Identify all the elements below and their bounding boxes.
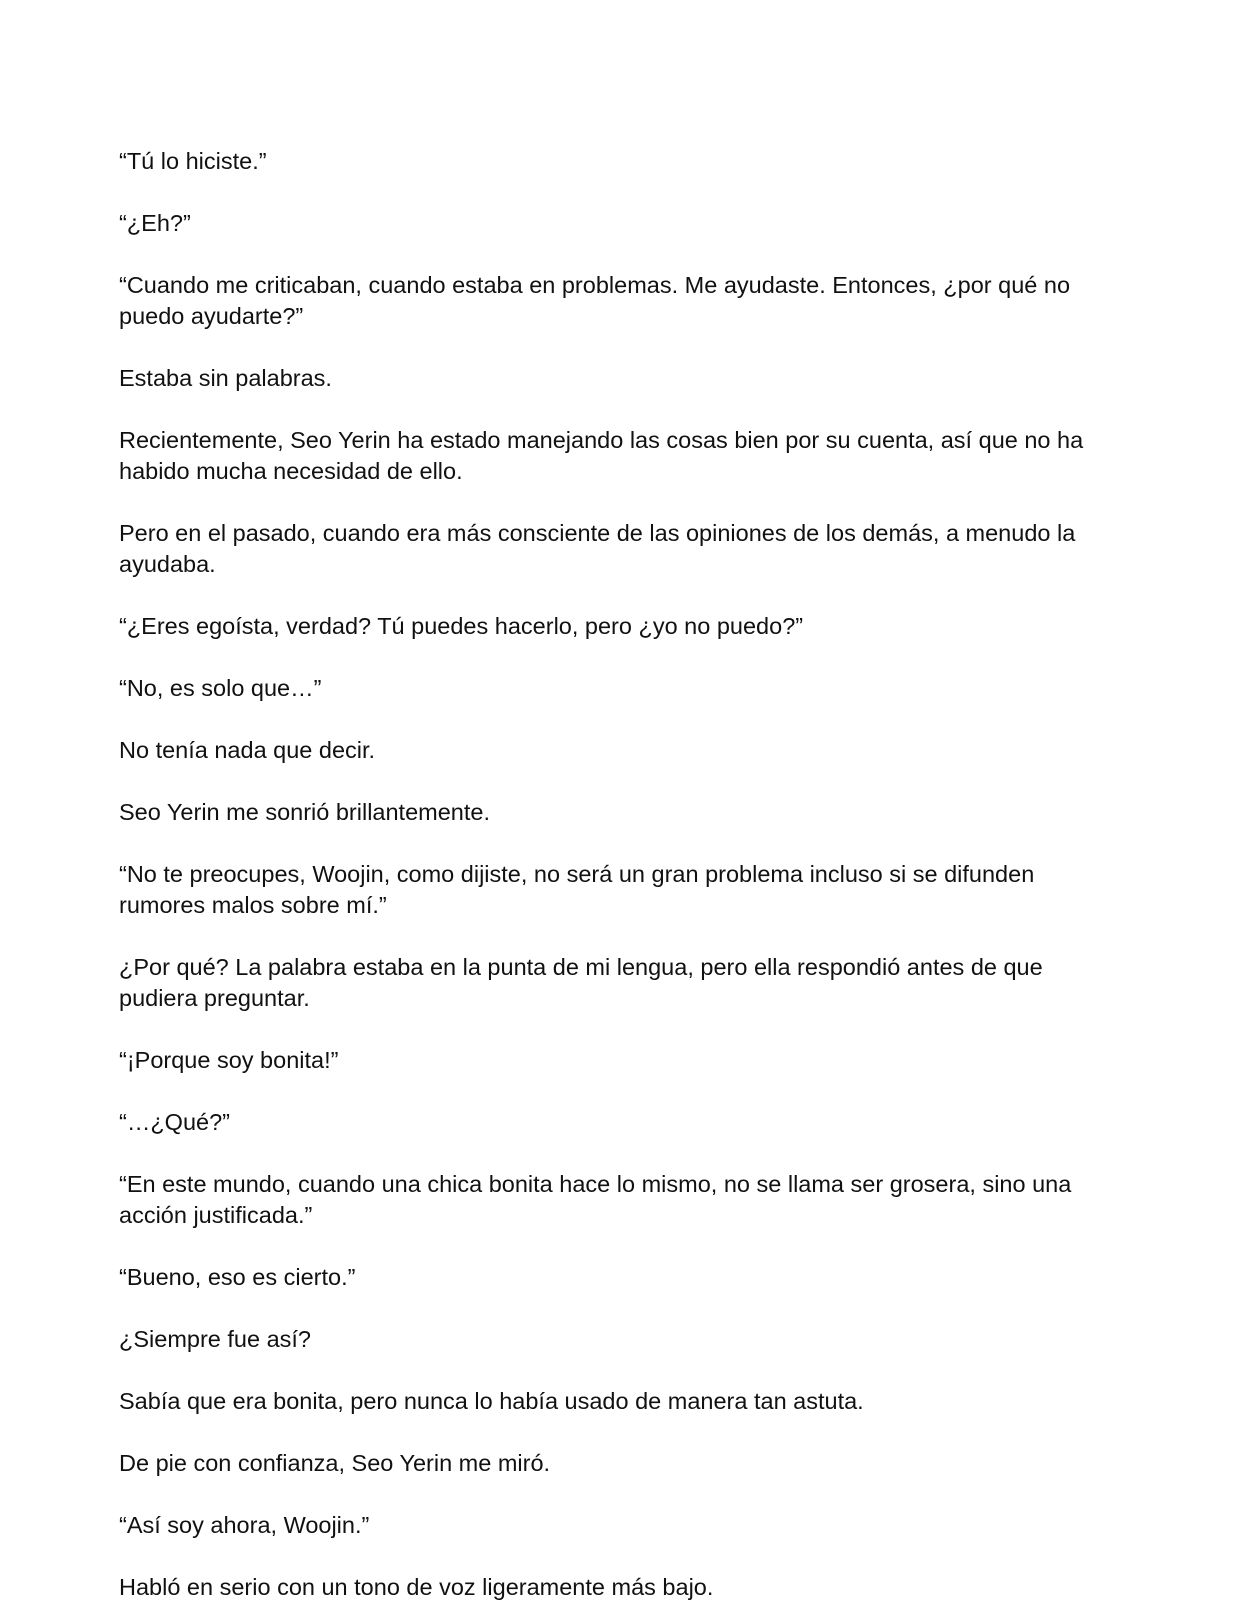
document-body <box>119 146 1119 1603</box>
paragraph: “No te preocupes, Woojin, como dijiste, no será un gran problema incluso si se difunden rumores malos sobre mí.” <box>119 861 1035 918</box>
paragraph: Sabía que era bonita, pero nunca lo había usado de manera tan astuta. <box>119 1388 864 1414</box>
paragraph: No tenía nada que decir. <box>119 737 376 763</box>
paragraph: Recientemente, Seo Yerin ha estado manejando las cosas bien por su cuenta, así que no ha habido mucha necesidad de ello. <box>119 427 1084 484</box>
paragraph: Seo Yerin me sonrió brillantemente. <box>119 799 490 825</box>
paragraph: “¿Eres egoísta, verdad? Tú puedes hacerlo, pero ¿yo no puedo?” <box>119 613 804 639</box>
paragraph: “No, es solo que…” <box>119 675 322 701</box>
paragraph: Estaba sin palabras. <box>119 365 332 391</box>
paragraph: “En este mundo, cuando una chica bonita hace lo mismo, no se llama ser grosera, sino una acción justificada.” <box>119 1171 1072 1228</box>
paragraph: “¿Eh?” <box>119 210 191 236</box>
paragraph: “Así soy ahora, Woojin.” <box>119 1512 370 1538</box>
paragraph: “¡Porque soy bonita!” <box>119 1047 339 1073</box>
paragraph: ¿Por qué? La palabra estaba en la punta de mi lengua, pero ella respondió antes de que pudiera preguntar. <box>119 954 1043 1011</box>
paragraph: Habló en serio con un tono de voz ligeramente más bajo. <box>119 1574 714 1600</box>
paragraph: “Cuando me criticaban, cuando estaba en problemas. Me ayudaste. Entonces, ¿por qué no puedo ayudarte?” <box>119 272 1071 329</box>
paragraph: “Bueno, eso es cierto.” <box>119 1264 356 1290</box>
paragraph: Pero en el pasado, cuando era más consciente de las opiniones de los demás, a menudo la ayudaba. <box>119 520 1076 577</box>
paragraph: ¿Siempre fue así? <box>119 1326 312 1352</box>
paragraph: De pie con confianza, Seo Yerin me miró. <box>119 1450 551 1476</box>
paragraph: “Tú lo hiciste.” <box>119 148 267 174</box>
paragraph: “…¿Qué?” <box>119 1109 230 1135</box>
